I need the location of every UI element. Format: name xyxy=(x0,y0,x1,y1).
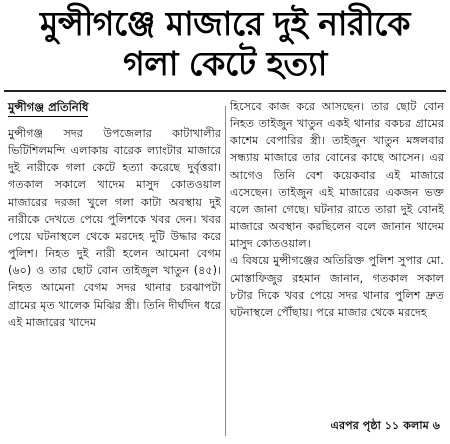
continuation-text: এরপর পৃষ্ঠা ১১ কলাম ৬ xyxy=(330,419,440,432)
headline-rule xyxy=(4,90,446,92)
continuation-line xyxy=(226,418,440,434)
right-column-para-2: এ বিষয়ে মুন্সীগঞ্জের অতিরিক্ত পুলিশ সুপার মো. মোস্তাফিজুর রহমান জানান, গতকাল সকাল ৮টার দিকে খবর পেয়ে সদর থানার পুলিশ দ্রুত ঘটনাস্থলে পৌঁছায়। পরে মাজার থেকে মরদেহ xyxy=(230,254,444,319)
headline-line-1: মুন্সীগঞ্জে মাজারে দুই নারীকে xyxy=(40,4,410,43)
headline-line-2: গলা কেটে হত্যা xyxy=(123,44,327,83)
right-column-para-1: হিসেবে কাজ করে আসছেন। তার ছোট বোন নিহত তাইজুন খাতুন একই থানার বকচর গ্রামের কাশেম বেপারির স্ত্রী। তাইজুন খাতুন মঙ্গলবার সন্ধ্যায় মাজারে তার বোনের কাছে আসেন। এর আগেও তিনি বেশ কয়েকবার এই মাজারে এসেছেন। তাইজুন এই মাজারের একজন ভক্ত বলে জানা গেছে। ঘটনার রাতে তারা দুই বোনই মাজারে অবস্থান করছিলেন বলে জানান খাদেম মাসুদ কোতওয়াল। xyxy=(230,100,444,251)
right-column xyxy=(230,98,444,321)
left-column xyxy=(8,98,221,331)
left-column-text: মুন্সীগঞ্জ সদর উপজেলার কাটাখালীর ভিটিশিলমন্দি এলাকায় বারেক ল্যাংটার মাজারে দুই নারীকে গলা কেটে হত্যা করেছে দুর্বৃত্তরা। গতকাল সকালে খাদেম মাসুদ কোতওয়াল মাজারের দরজা খুলে গলা কাটা অবস্থায় দুই নারীকে দেখতে পেয়ে পুলিশকে খবর দেন। খবর পেয়ে ঘটনাস্থলে থেকে মরদেহ দুটি উদ্ধার করে পুলিশ। নিহত দুই নারী হলেন আমেনা বেগম (৬০) ও তার ছোট বোন তাইজুল খাতুন (৪৫)। নিহত আমেনা বেগম সদর থানার চরঝাপটা গ্রামের মৃত খালেক মিঝির স্ত্রী। তিনি দীর্ঘদিন ধরে এই মাজারের খাদেম xyxy=(8,127,221,329)
headline xyxy=(0,4,450,84)
column-divider xyxy=(225,106,226,436)
byline: মুন্সীগঞ্জ প্রতিনিধি xyxy=(8,98,88,117)
